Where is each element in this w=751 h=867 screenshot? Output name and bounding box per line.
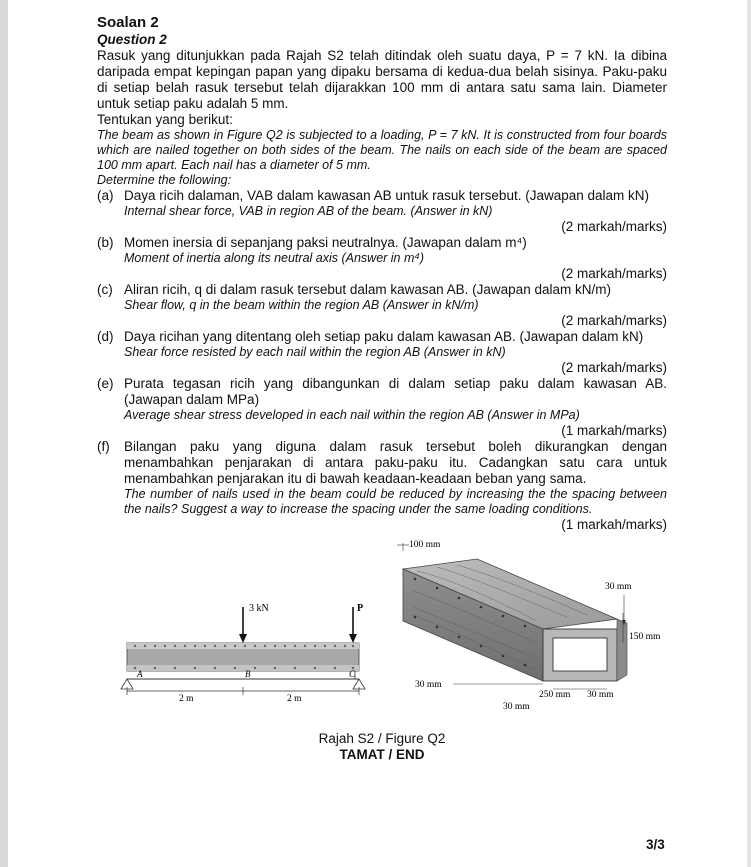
end-text: TAMAT / END <box>339 747 425 762</box>
document-page <box>97 14 667 763</box>
question-english: Internal shear force, VAB in region AB of the beam. (Answer in kN) <box>124 204 493 218</box>
intro-english: The beam as shown in Figure Q2 is subjected to a loading, P = 7 kN. It is constructed from four boards which are nailed together on both sides of the beam. The nails on each side of the beam are spaced 100 mm apart. Each nail has a diameter of 5 mm. <box>97 128 667 172</box>
question-english: Shear force resisted by each nail within the region AB (Answer in kN) <box>124 345 506 359</box>
cross-section-inner <box>553 638 607 671</box>
span-ab-label: 2 m <box>179 694 194 704</box>
question-b <box>97 235 667 282</box>
figure-q2 <box>97 531 667 731</box>
point-c-label: C <box>349 669 356 679</box>
beam-elevation <box>121 603 365 704</box>
figure-svg <box>97 531 667 731</box>
figure-caption: Rajah S2 / Figure Q2 <box>318 731 446 746</box>
question-marks: (2 markah/marks) <box>561 360 667 375</box>
nail-spacing-label: 100 mm <box>409 540 441 550</box>
question-marks: (2 markah/marks) <box>561 313 667 328</box>
box-section-3d <box>397 540 661 712</box>
question-f <box>97 439 667 533</box>
bottom-thickness-label: 30 mm <box>503 702 530 712</box>
question-subtitle: Question 2 <box>97 32 167 47</box>
question-malay: Momen inersia di sepanjang paksi neutralnya. (Jawapan dalam m⁴) <box>124 235 527 250</box>
question-label: (a) <box>97 188 114 203</box>
load-label-3kn: 3 kN <box>249 603 269 614</box>
question-marks: (1 markah/marks) <box>561 423 667 438</box>
load-label-p: P <box>357 603 364 614</box>
intro-malay: Rasuk yang ditunjukkan pada Rajah S2 telah ditindak oleh suatu daya, P = 7 kN. Ia dibina daripada empat kepingan papan yang dipaku bersama di kedua-dua belah sisinya. Paku-paku di setiap belah rasuk tersebut telah dijarakkan 100 mm di antara satu sama lain. Diameter untuk setiap paku adalah 5 mm. <box>97 48 667 111</box>
question-english: The number of nails used in the beam could be reduced by increasing the the spacing between the nails? Suggest a way to increase the spacing under the same loading conditions. <box>124 487 667 516</box>
question-title: Soalan 2 <box>97 14 159 31</box>
question-english: Moment of inertia along its neutral axis (Answer in m⁴) <box>124 251 424 265</box>
page-number: 3/3 <box>646 837 665 852</box>
question-a <box>97 188 667 235</box>
load-arrow-head <box>349 634 357 643</box>
load-arrow-head <box>239 634 247 643</box>
beam-bottom-strip <box>127 665 359 671</box>
question-label: (d) <box>97 329 114 344</box>
question-label: (f) <box>97 439 110 454</box>
question-english: Shear flow, q in the beam within the region AB (Answer in kN/m) <box>124 298 479 312</box>
question-malay: Aliran ricih, q di dalam rasuk tersebut dalam kawasan AB. (Jawapan dalam kN/m) <box>124 282 611 297</box>
question-label: (b) <box>97 235 114 250</box>
question-label: (c) <box>97 282 113 297</box>
question-c <box>97 282 667 329</box>
question-malay: Bilangan paku yang diguna dalam rasuk tersebut boleh dikurangkan dengan menambahkan penjarakan di antara paku-paku itu. Cadangkan satu cara untuk menambahkan penjarakan itu di bawah keadaan-keadaan beban yang sama. <box>124 439 667 486</box>
question-marks: (1 markah/marks) <box>561 517 667 532</box>
intro-malay-task: Tentukan yang berikut: <box>97 112 233 127</box>
inner-width-label: 250 mm <box>539 690 571 700</box>
question-malay: Daya ricihan yang ditentang oleh setiap paku dalam kawasan AB. (Jawapan dalam kN) <box>124 329 644 344</box>
point-a-label: A <box>137 669 143 679</box>
right-edge <box>617 619 627 681</box>
page-frame-right <box>747 0 751 867</box>
side-left-label: 30 mm <box>415 680 442 690</box>
question-malay: Daya ricih dalaman, VAB dalam kawasan AB untuk rasuk tersebut. (Jawapan dalam kN) <box>124 188 650 203</box>
question-label: (e) <box>97 376 114 391</box>
intro-english-task: Determine the following: <box>97 173 232 187</box>
page-frame-left <box>0 0 8 867</box>
inner-height-label: 150 mm <box>629 632 661 642</box>
question-english: Average shear stress developed in each nail within the region AB (Answer in MPa) <box>124 408 580 422</box>
question-d <box>97 329 667 376</box>
question-marks: (2 markah/marks) <box>561 219 667 234</box>
question-malay: Purata tegasan ricih yang dibangunkan di dalam setiap paku dalam kawasan AB. (Jawapan dalam MPa) <box>124 376 667 407</box>
point-b-label: B <box>245 669 251 679</box>
side-right-label: 30 mm <box>587 690 614 700</box>
question-marks: (2 markah/marks) <box>561 266 667 281</box>
top-thickness-label: 30 mm <box>605 582 632 592</box>
question-e <box>97 376 667 439</box>
span-bc-label: 2 m <box>287 694 302 704</box>
